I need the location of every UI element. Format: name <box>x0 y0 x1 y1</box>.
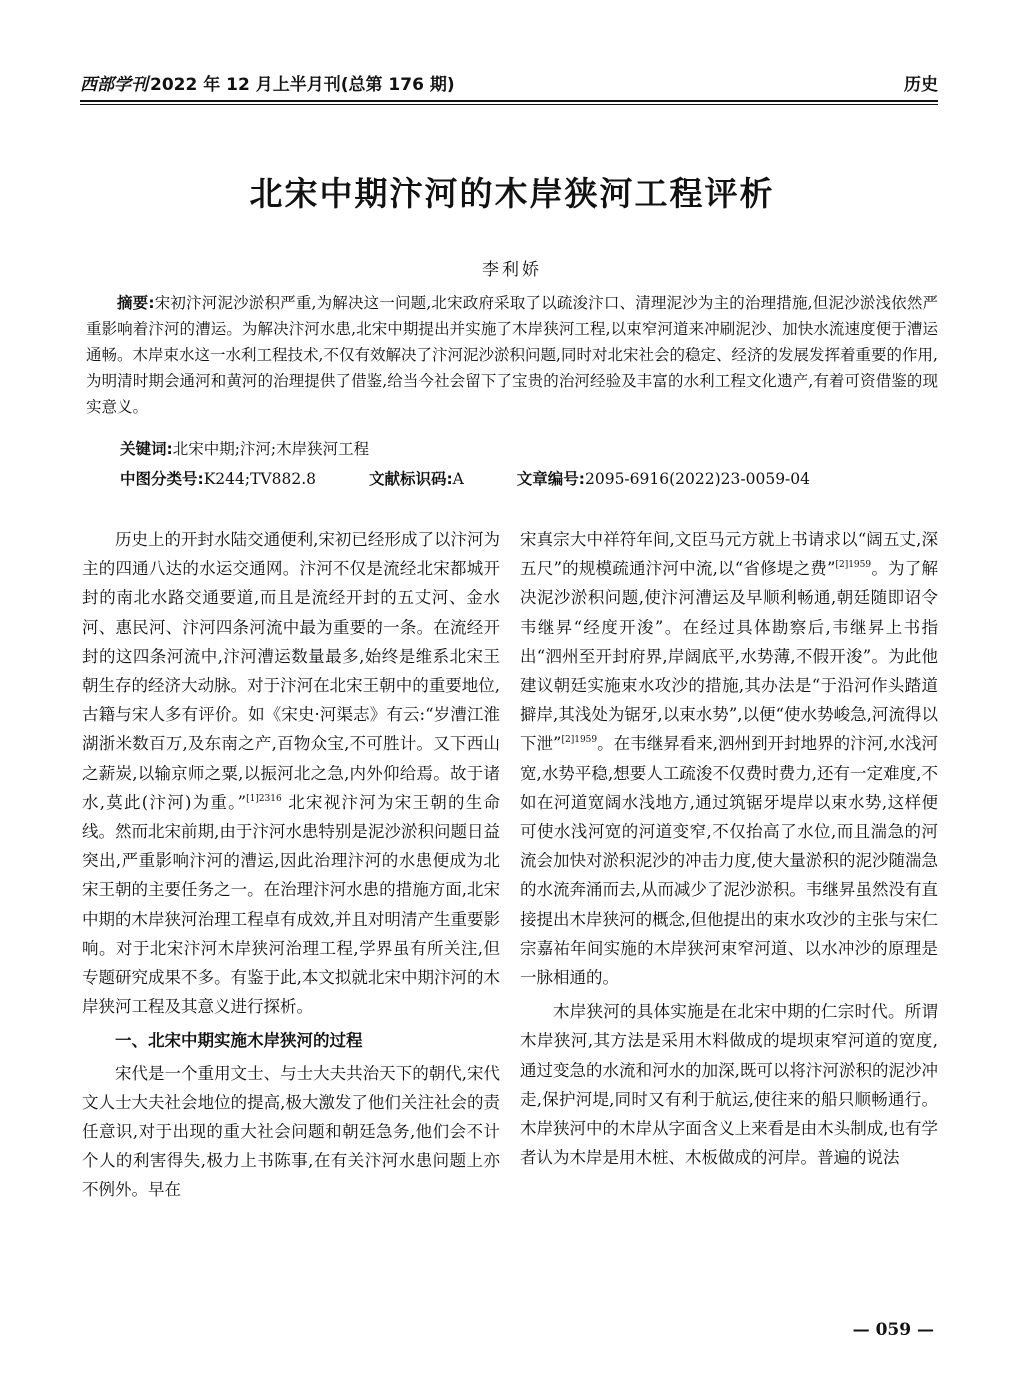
keywords <box>120 437 938 459</box>
body-column-left <box>82 525 500 1210</box>
issue-info: 2022 年 12 月上半月刊(总第 176 期) <box>150 75 455 95</box>
article-metadata <box>120 467 938 489</box>
header-rule-thin <box>80 104 938 105</box>
paragraph <box>82 525 500 1021</box>
citation-ref: [2]1959 <box>835 560 872 571</box>
paragraph: 宋代是一个重用文士、与士大夫共治天下的朝代,宋代文人士大夫社会地位的提高,极大激发了他们关注社会的责任意识,对于出现的重大社会问题和朝廷急务,他们会不计个人的利害得失,极力上书陈事,在有关汴河水患问题上亦不例外。早在 <box>82 1063 500 1200</box>
keywords-label: 关键词: <box>120 440 173 458</box>
clc-label: 中图分类号: <box>120 470 204 488</box>
paragraph-text: 宋真宗大中祥符年间,文臣马元方就上书请求以“阔五丈,深五尺”的规模疏通汴河中流,以“省修堤之费” <box>520 530 938 579</box>
paragraph-text: 。在韦继昇看来,泗州到开封地界的汴河,水浅河宽,水势平稳,想要人工疏浚不仅费时费力,还有一定难度,不如在河道宽阔水浅地方,通过筑锯牙堤岸以束水势,这样便可使水浅河宽的河道变窄,不仅抬高了水位,而且湍急的河流会加快对淤积泥沙的冲击力度,使大量淤积的泥沙随湍急的水流奔涌而去,从而减少了泥沙淤积。韦继昇虽然没有直接提出木岸狭河的概念,但他提出的束水攻沙的主张与宋仁宗嘉祐年间实施的木岸狭河束窄河道、以水冲沙的原理是一脉相通的。 <box>520 734 939 988</box>
doc-code-value: A <box>452 470 464 488</box>
abstract-label: 摘要: <box>117 294 155 312</box>
section-label: 历史 <box>904 75 938 95</box>
article-title: 北宋中期汴河的木岸狭河工程评析 <box>249 174 775 213</box>
clc-field <box>120 467 316 489</box>
keywords-text: 北宋中期;汴河;木岸狭河工程 <box>172 440 370 458</box>
page-number: — 059 — <box>852 1320 934 1340</box>
paragraph-text: 。为了解决泥沙淤积问题,使汴河漕运及早顺利畅通,朝廷随即诏令韦继昇“经度开浚”。在经过具体勘察后,韦继昇上书指出“泗州至开封府界,岸阔底平,水势薄,不假开浚”。为此他建议朝廷实施束水攻沙的措施,其办法是“于沿河作头踏道擗岸,其浅处为锯牙,以束水势”,以便“使水势峻急,河流得以下泄” <box>520 559 938 754</box>
abstract <box>86 290 938 420</box>
article-no-label: 文章编号: <box>516 470 585 488</box>
clc-value: K244;TV882.8 <box>203 470 316 488</box>
journal-info <box>80 70 455 95</box>
paragraph <box>520 525 938 992</box>
section-heading: 一、北宋中期实施木岸狭河的过程 <box>115 1031 363 1051</box>
paragraph-text: 北宋视汴河为宋王朝的生命线。然而北宋前期,由于汴河水患特别是泥沙淤积问题日益突出,严重影响汴河的漕运,因此治理汴河的水患便成为北宋王朝的主要任务之一。在治理汴河水患的措施方面,北宋中期的木岸狭河治理工程卓有成效,并且对明清产生重要影响。对于北宋汴河木岸狭河治理工程,学界虽有所关注,但专题研究成果不多。有鉴于此,本文拟就北宋中期汴河的木岸狭河工程及其意义进行探析。 <box>82 792 500 1017</box>
running-header <box>80 70 938 103</box>
abstract-text: 宋初汴河泥沙淤积严重,为解决这一问题,北宋政府采取了以疏浚汴口、清理泥沙为主的治理措施,但泥沙淤浅依然严重影响着汴河的漕运。为解决汴河水患,北宋中期提出并实施了木岸狭河工程,以束窄河道来冲刷泥沙、加快水流速度便于漕运通畅。木岸束水这一水利工程技术,不仅有效解决了汴河泥沙淤积问题,同时对北宋社会的稳定、经济的发展发挥着重要的作用,为明清时期会通河和黄河的治理提供了借鉴,给当今社会留下了宝贵的治河经验及丰富的水利工程文化遗产,有着可资借鉴的现实意义。 <box>86 294 938 416</box>
doc-code-field <box>369 467 464 489</box>
journal-logo: 西部学刊 <box>80 75 148 95</box>
article-author: 李利娇 <box>482 260 542 280</box>
citation-ref: [2]1959 <box>561 735 598 746</box>
citation-ref: [1]2316 <box>246 793 282 804</box>
article-no-value: 2095-6916(2022)23-0059-04 <box>584 470 811 488</box>
doc-code-label: 文献标识码: <box>368 470 453 488</box>
paragraph: 木岸狭河的具体实施是在北宋中期的仁宗时代。所谓木岸狭河,其方法是采用木料做成的堤坝束窄河道的宽度,通过变急的水流和河水的加深,既可以将汴河淤积的泥沙冲走,保护河堤,同时又有利于航运,使往来的船只顺畅通行。木岸狭河中的木岸从字面含义上来看是由木头制成,也有学者认为木岸是用木桩、木板做成的河岸。普遍的说法 <box>520 1002 938 1168</box>
body-column-right <box>520 525 938 1177</box>
article-no-field <box>517 467 810 489</box>
header-rule-thick <box>80 100 938 102</box>
paragraph-text: 历史上的开封水陆交通便利,宋初已经形成了以汴河为主的四通八达的水运交通网。汴河不仅是流经北宋都城开封的南北水路交通要道,而且是流经开封的五丈河、金水河、惠民河、汴河四条河流中最为重要的一条。在流经开封的这四条河流中,汴河漕运数量最多,始终是维系北宋王朝生存的经济大动脉。对于汴河在北宋王朝中的重要地位,古籍与宋人多有评价。如《宋史·河渠志》有云:“岁漕江淮湖浙米数百万,及东南之产,百物众宝,不可胜计。又下西山之薪炭,以输京师之粟,以振河北之急,内外仰给焉。故于诸水,莫此(汴河)为重。” <box>82 530 500 812</box>
